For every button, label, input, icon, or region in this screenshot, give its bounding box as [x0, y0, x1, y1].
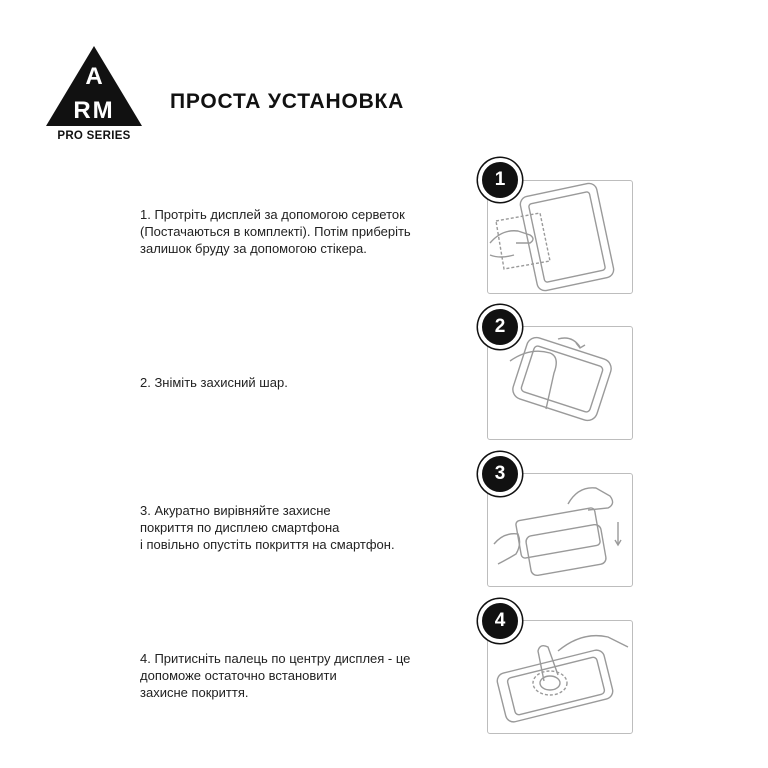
brand-subtitle: PRO SERIES	[57, 130, 131, 142]
svg-text:RM: RM	[73, 97, 115, 124]
step-4-text: 4. Притисніть палець по центру дисплея - це допоможе остаточно встановити захисне покриття.	[140, 651, 411, 700]
step-1-text: 1. Протріть дисплей за допомогою серветок (Постачаються в комплекті). Потім приберіть залишок бруду за допомогою стікера.	[140, 207, 411, 256]
step-1-number: 1	[494, 169, 506, 190]
step-4-badge	[478, 599, 522, 643]
step-3-badge	[478, 452, 522, 496]
step-1-badge	[478, 158, 522, 202]
svg-text:A: A	[85, 63, 103, 90]
step-2-text: 2. Зніміть захисний шар.	[140, 375, 288, 390]
arm-triangle-logo-icon	[44, 44, 144, 128]
page-title: ПРОСТА УСТАНОВКА	[170, 90, 405, 113]
step-3-text: 3. Акуратно вирівняйте захисне покриття по дисплею смартфона і повільно опустіть покриття на смартфон.	[140, 503, 395, 552]
step-2-badge	[478, 305, 522, 349]
step-4-number: 4	[494, 610, 506, 631]
step-2-number: 2	[494, 316, 506, 337]
brand-logo	[44, 44, 148, 146]
step-3-number: 3	[494, 463, 506, 484]
